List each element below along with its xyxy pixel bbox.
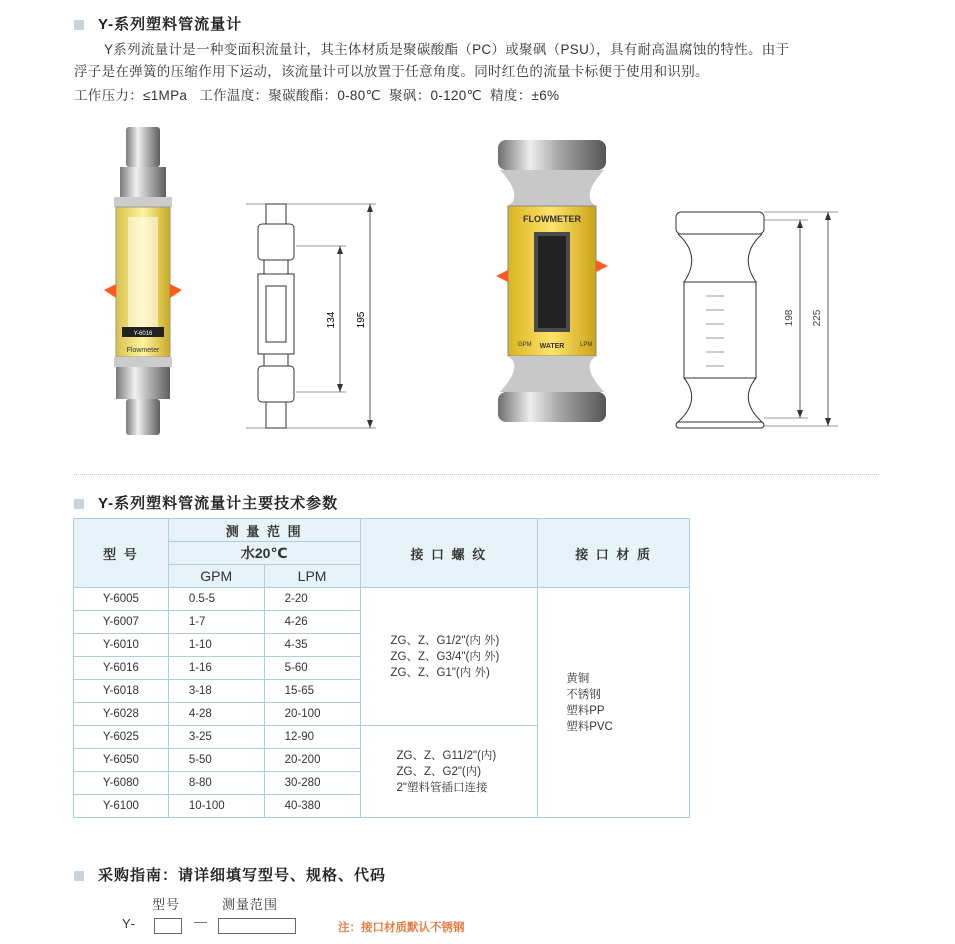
header-gpm: GPM xyxy=(168,565,264,588)
large-flowmeter-drawing xyxy=(662,206,842,432)
material-item: 不锈钢 xyxy=(566,688,601,701)
cell-lpm: 4-35 xyxy=(264,634,360,657)
large-gpm-label: GPM xyxy=(518,342,532,348)
model-input-box[interactable] xyxy=(154,918,182,934)
header-range: 测 量 范 围 xyxy=(168,519,360,542)
cell-model: Y-6005 xyxy=(74,588,169,611)
cell-lpm: 5-60 xyxy=(264,657,360,680)
bullet-square-icon xyxy=(74,20,84,30)
cell-gpm: 1-16 xyxy=(168,657,264,680)
bullet-square-icon xyxy=(74,871,84,881)
header-thread: 接 口 螺 纹 xyxy=(360,519,538,588)
cell-gpm: 1-7 xyxy=(168,611,264,634)
cell-gpm: 10-100 xyxy=(168,795,264,818)
thread-group-1 xyxy=(360,588,538,726)
dim-198: 198 xyxy=(784,309,795,327)
section-divider xyxy=(74,474,879,475)
cell-model: Y-6080 xyxy=(74,772,169,795)
cell-lpm: 20-200 xyxy=(264,749,360,772)
cell-model: Y-6018 xyxy=(74,680,169,703)
material-note: 注：接口材质默认不锈钢 xyxy=(338,922,465,934)
cell-lpm: 30-280 xyxy=(264,772,360,795)
small-flowmeter-drawing xyxy=(236,196,386,442)
code-dash: — xyxy=(194,914,208,929)
material-list xyxy=(538,588,690,818)
cell-lpm: 2-20 xyxy=(264,588,360,611)
header-model: 型 号 xyxy=(74,519,169,588)
cell-model: Y-6050 xyxy=(74,749,169,772)
cell-lpm: 12-90 xyxy=(264,726,360,749)
section1-title: Y-系列塑料管流量计 xyxy=(74,13,242,34)
large-flowmeter-photo xyxy=(494,136,610,426)
dim-225: 225 xyxy=(812,309,823,327)
small-brand-label: Flowmeter xyxy=(126,347,160,354)
cell-model: Y-6007 xyxy=(74,611,169,634)
cell-gpm: 1-10 xyxy=(168,634,264,657)
large-brand-label: FLOWMETER xyxy=(523,214,581,224)
material-item: 黄铜 xyxy=(566,672,590,685)
cell-gpm: 3-25 xyxy=(168,726,264,749)
thread-line: ZG、Z、G1"(内 外) xyxy=(390,666,490,679)
header-material: 接 口 材 质 xyxy=(538,519,690,588)
dim-134: 134 xyxy=(326,311,337,329)
thread-line: ZG、Z、G3/4"(内 外) xyxy=(390,650,500,663)
range-input-box[interactable] xyxy=(218,918,296,934)
thread-line: ZG、Z、G1/2"(内 外) xyxy=(390,634,500,647)
cell-model: Y-6100 xyxy=(74,795,169,818)
thread-line: ZG、Z、G11/2"(内) xyxy=(396,749,497,762)
cell-model: Y-6028 xyxy=(74,703,169,726)
label-model: 型号 xyxy=(152,897,181,912)
spec-line: 工作压力：≤1MPa 工作温度：聚碳酸酯：0-80℃ 聚砜：0-120℃ 精度：±6% xyxy=(74,88,560,103)
thread-group-2 xyxy=(360,726,538,818)
table-row xyxy=(74,588,690,611)
section2-title: Y-系列塑料管流量计主要技术参数 xyxy=(74,492,338,513)
bullet-square-icon xyxy=(74,499,84,509)
thread-line: ZG、Z、G2"(内) xyxy=(396,765,482,778)
cell-gpm: 4-28 xyxy=(168,703,264,726)
material-item: 塑料PVC xyxy=(566,720,613,733)
header-lpm: LPM xyxy=(264,565,360,588)
label-range: 测量范围 xyxy=(222,897,279,912)
cell-model: Y-6016 xyxy=(74,657,169,680)
cell-model: Y-6010 xyxy=(74,634,169,657)
header-water: 水20℃ xyxy=(168,542,360,565)
small-model-label: Y-6016 xyxy=(133,331,153,337)
dim-195: 195 xyxy=(356,311,367,329)
small-flowmeter-photo xyxy=(96,122,190,440)
intro-line1: Y系列流量计是一种变面积流量计，其主体材质是聚碳酸酯（PC）或聚砜（PSU），具有耐高温腐蚀的特性。由于 xyxy=(104,42,790,57)
cell-gpm: 5-50 xyxy=(168,749,264,772)
cell-lpm: 40-380 xyxy=(264,795,360,818)
cell-gpm: 0.5-5 xyxy=(168,588,264,611)
intro-line2: 浮子是在弹簧的压缩作用下运动，该流量计可以放置于任意角度。同时红色的流量卡标便于使用和识别。 xyxy=(74,64,709,79)
cell-model: Y-6025 xyxy=(74,726,169,749)
cell-gpm: 8-80 xyxy=(168,772,264,795)
cell-lpm: 20-100 xyxy=(264,703,360,726)
cell-gpm: 3-18 xyxy=(168,680,264,703)
large-water-label: WATER xyxy=(539,343,565,350)
cell-lpm: 15-65 xyxy=(264,680,360,703)
code-prefix: Y- xyxy=(122,916,136,931)
section3-title: 采购指南：请详细填写型号、规格、代码 xyxy=(74,864,386,885)
large-lpm-label: LPM xyxy=(580,342,593,348)
material-item: 塑料PP xyxy=(566,704,605,717)
thread-line: 2"塑料管插口连接 xyxy=(396,781,488,794)
cell-lpm: 4-26 xyxy=(264,611,360,634)
spec-table xyxy=(73,518,690,818)
